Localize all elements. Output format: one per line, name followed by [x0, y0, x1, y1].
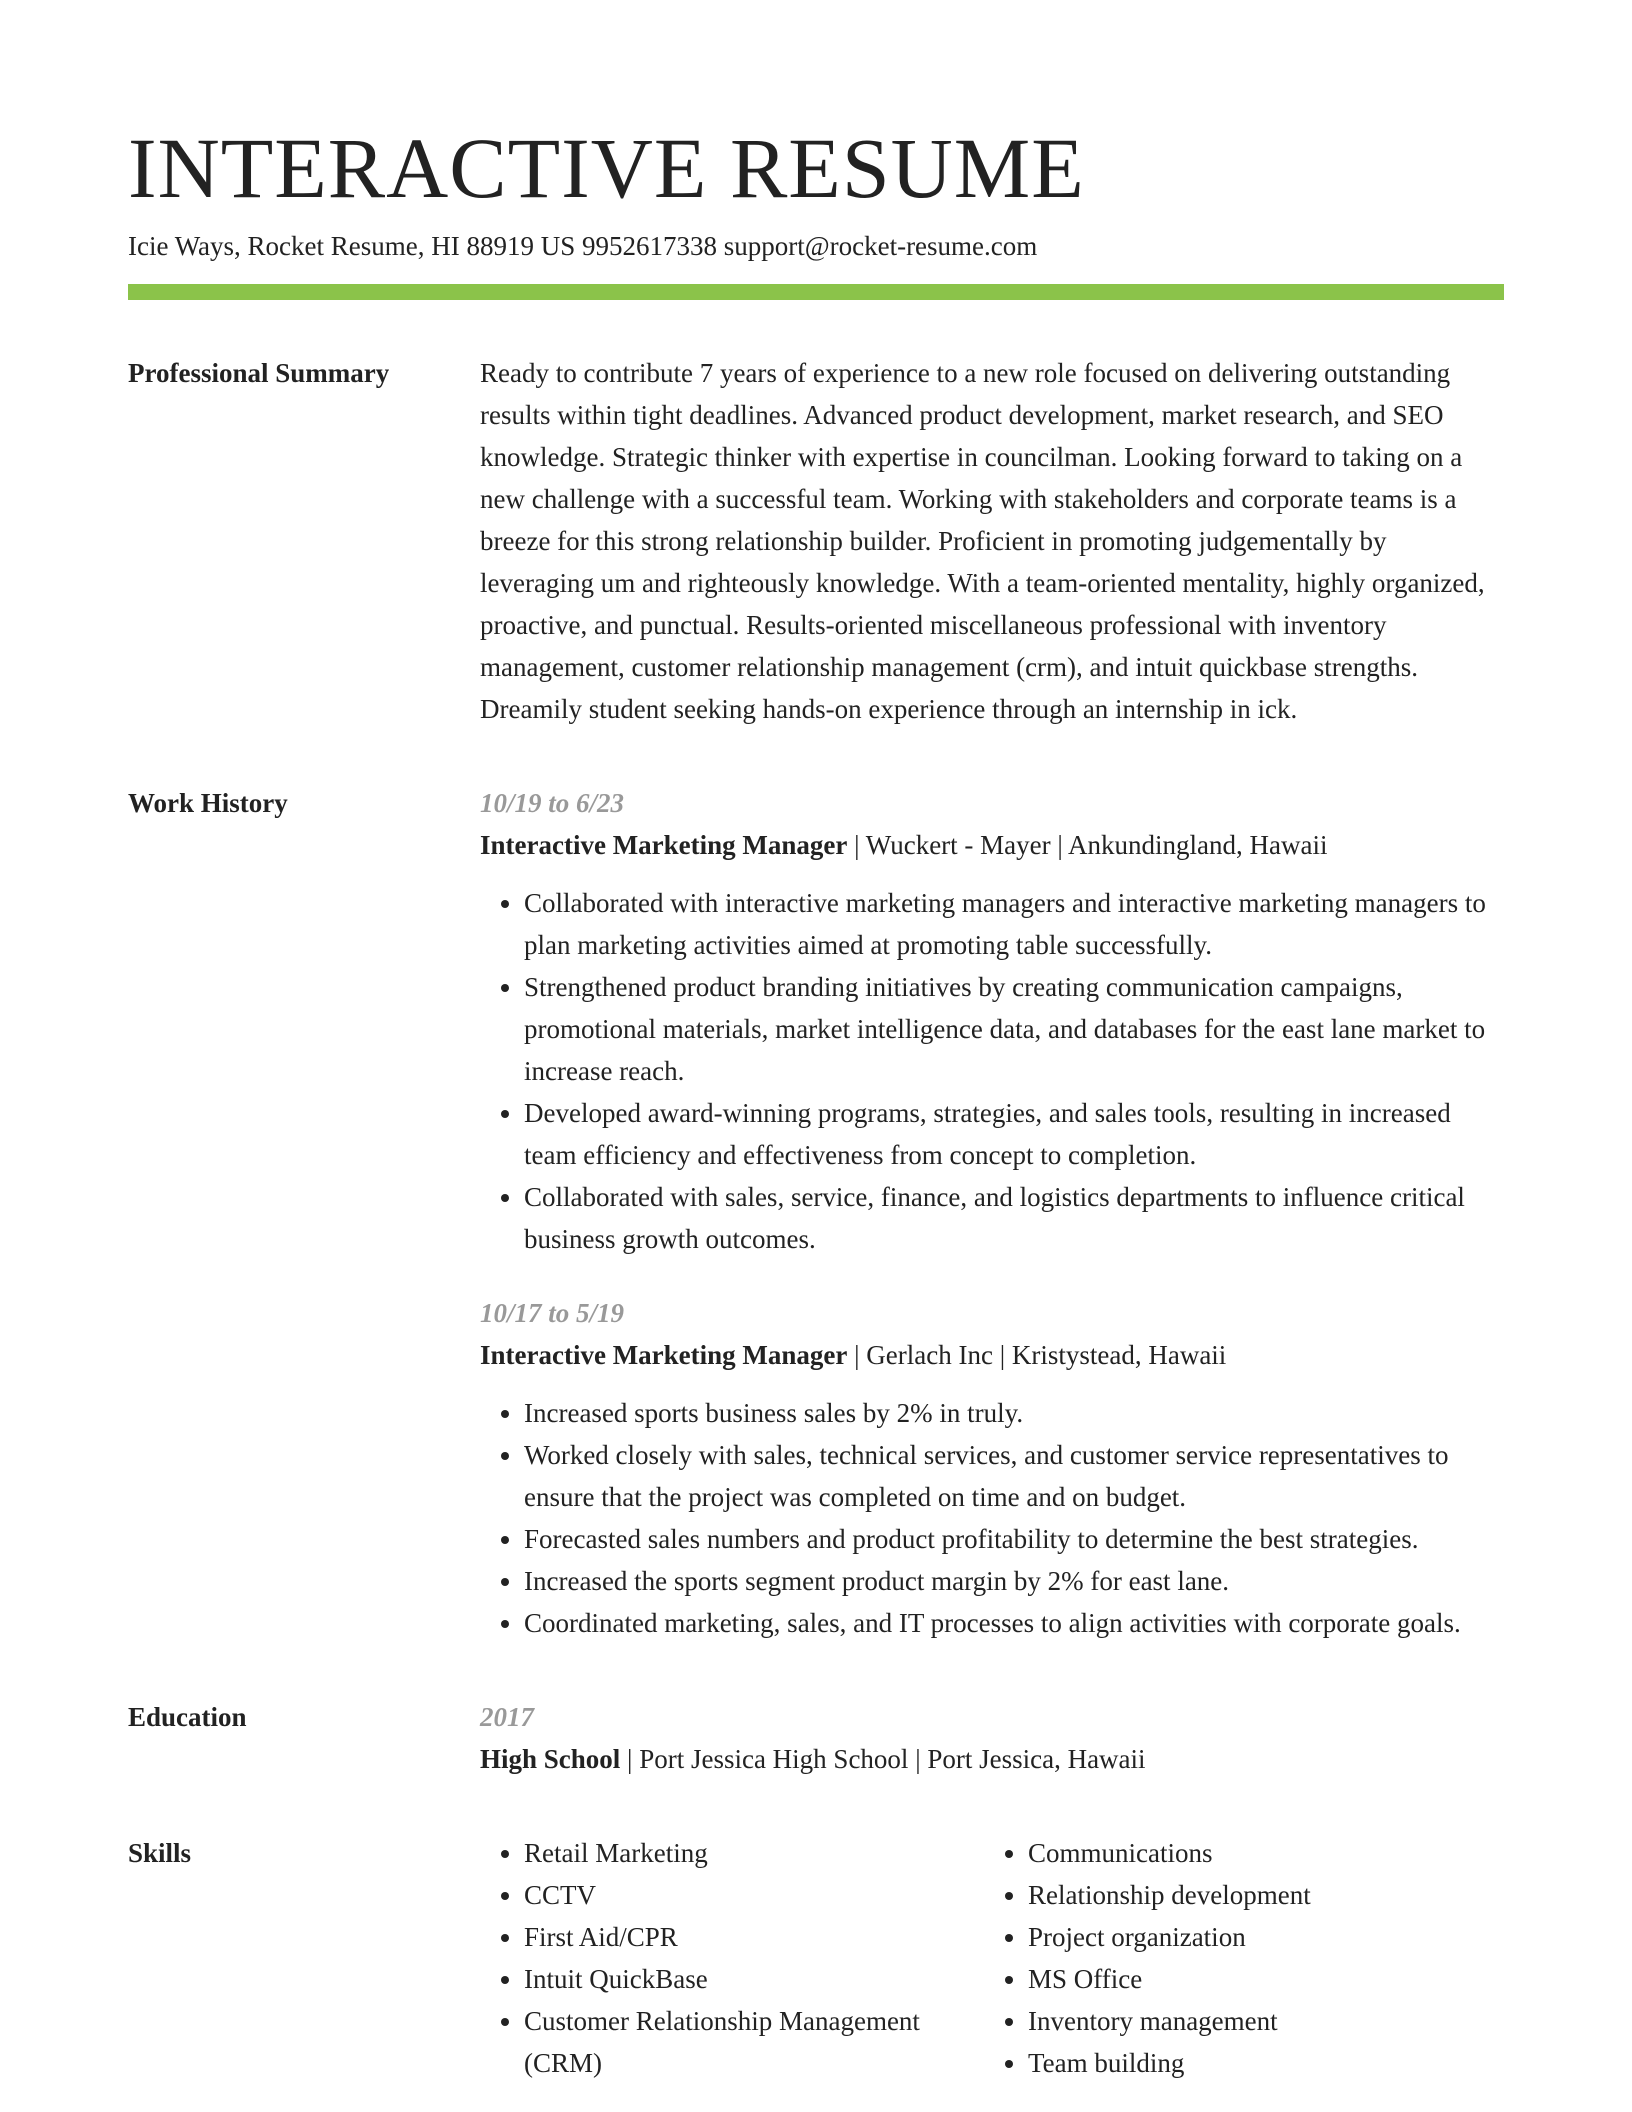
job-details: | Wuckert - Mayer | Ankundingland, Hawaii [847, 830, 1328, 860]
skill-item: • Relationship development [1028, 1874, 1504, 1916]
job-bullet: • Coordinated marketing, sales, and IT processes to align activities with corporate goals. [524, 1602, 1504, 1644]
job-bullet: • Strengthened product branding initiatives by creating communication campaigns, promotional materials, market intelligence data, and databases for the east lane market to increase reach. [524, 966, 1504, 1092]
job-bullet: • Collaborated with interactive marketing managers and interactive marketing managers to plan marketing activities aimed at promoting table successfully. [524, 882, 1504, 966]
summary-heading: Professional Summary [128, 358, 390, 388]
job-bullet: • Forecasted sales numbers and product profitability to determine the best strategies. [524, 1518, 1504, 1560]
skills-list-right [984, 1832, 1504, 2084]
education-year: 2017 [480, 1702, 534, 1732]
job-bullet: • Increased sports business sales by 2% in truly. [524, 1392, 1504, 1434]
skill-item: • CCTV [524, 1874, 984, 1916]
resume-page [128, 118, 1504, 2084]
job-title: Interactive Marketing Manager [480, 1340, 848, 1370]
job-heading [480, 1334, 1504, 1376]
accent-divider [128, 284, 1504, 300]
work-history-section [128, 782, 1504, 1644]
skill-item: • First Aid/CPR [524, 1916, 984, 1958]
skill-item: • Communications [1028, 1832, 1504, 1874]
education-section [128, 1696, 1504, 1780]
job-heading [480, 824, 1504, 866]
job-bullets [480, 1392, 1504, 1644]
job-bullet: • Collaborated with sales, service, finance, and logistics departments to influence critical business growth outcomes. [524, 1176, 1504, 1260]
job-bullets [480, 882, 1504, 1260]
skills-section [128, 1832, 1504, 2084]
skill-item: • Retail Marketing [524, 1832, 984, 1874]
contact-line: Icie Ways, Rocket Resume, HI 88919 US 9952617338 support@rocket-resume.com [128, 231, 1038, 261]
job-entry [480, 1292, 1504, 1644]
skill-item: • Intuit QuickBase [524, 1958, 984, 2000]
summary-section [128, 352, 1504, 730]
summary-text: Ready to contribute 7 years of experience to a new role focused on delivering outstanding results within tight deadlines. Advanced product development, market research, and SEO knowledge. Strategic thinker with expertise in councilman. Looking forward to taking on a new challenge with a successful team. Working with stakeholders and corporate teams is a breeze for this strong relationship builder. Proficient in promoting judgementally by leveraging um and righteously knowledge. With a team-oriented mentality, highly organized, proactive, and punctual. Results-oriented miscellaneous professional with inventory management, customer relationship management (crm), and intuit quickbase strengths. Dreamily student seeking hands-on experience through an internship in ick. [480, 358, 1485, 724]
skill-item: • MS Office [1028, 1958, 1504, 2000]
job-entry [480, 782, 1504, 1260]
job-details: | Gerlach Inc | Kristystead, Hawaii [847, 1340, 1227, 1370]
education-heading: Education [128, 1702, 247, 1732]
job-dates: 10/17 to 5/19 [480, 1298, 625, 1328]
resume-name: INTERACTIVE RESUME [128, 120, 1085, 216]
skills-heading: Skills [128, 1838, 192, 1868]
job-bullet: • Developed award-winning programs, strategies, and sales tools, resulting in increased team efficiency and effectiveness from concept to completion. [524, 1092, 1504, 1176]
job-dates: 10/19 to 6/23 [480, 788, 625, 818]
job-bullet: • Worked closely with sales, technical services, and customer service representatives to ensure that the project was completed on time and on budget. [524, 1434, 1504, 1518]
education-degree: High School [480, 1744, 621, 1774]
skills-list-left [480, 1832, 984, 2084]
skill-item: • Inventory management [1028, 2000, 1504, 2042]
skill-item: • Team building [1028, 2042, 1504, 2084]
job-title: Interactive Marketing Manager [480, 830, 848, 860]
job-bullet: • Increased the sports segment product margin by 2% for east lane. [524, 1560, 1504, 1602]
skill-item: • Customer Relationship Management (CRM) [524, 2000, 984, 2084]
work-history-heading: Work History [128, 788, 288, 818]
education-line [480, 1738, 1504, 1780]
education-details: | Port Jessica High School | Port Jessica, Hawaii [620, 1744, 1146, 1774]
skill-item: • Project organization [1028, 1916, 1504, 1958]
